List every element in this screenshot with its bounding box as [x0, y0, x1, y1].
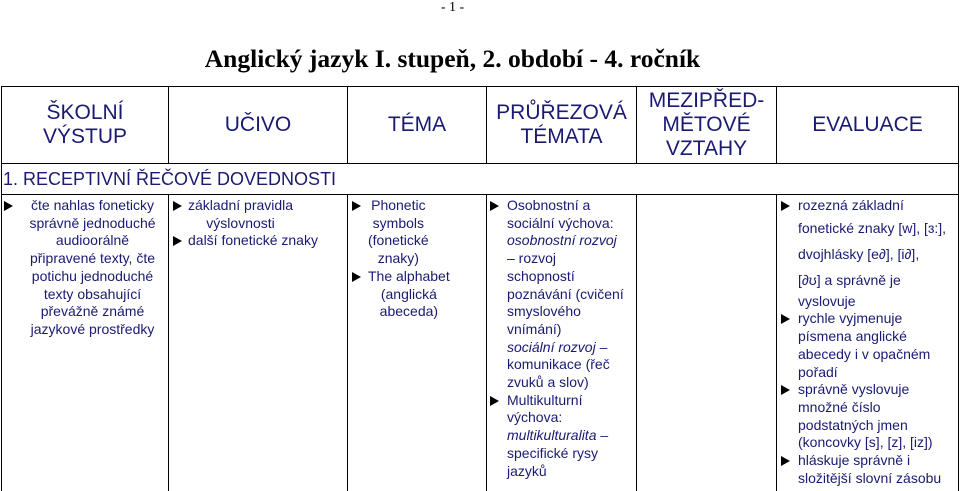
- bullet-item-text: [507, 392, 608, 481]
- cell-mezipredmetove-vztahy: [636, 194, 777, 491]
- header-skolni-vystup: [1, 86, 169, 164]
- text-line: výchova:: [507, 409, 563, 426]
- text-line: připravené texty, čte: [29, 250, 156, 267]
- bullet-item: [173, 197, 347, 232]
- cell-evaluace: [776, 194, 959, 491]
- text-line: vnímání): [507, 320, 562, 337]
- header-line: UČIVO: [224, 113, 292, 136]
- text-line: osobnostní rozvoj: [507, 232, 617, 249]
- bullet-item-text: [507, 197, 624, 392]
- header-line: VÝSTUP: [42, 125, 128, 148]
- text-line: Multikulturní: [507, 391, 583, 408]
- text-line: [∂ʊ] a správně je: [798, 271, 901, 288]
- bullet-item-text: [368, 197, 429, 268]
- text-line: rozezná základní: [798, 197, 904, 213]
- bullet-item-text: [798, 452, 941, 487]
- triangle-bullet-icon: [781, 201, 790, 211]
- text-line: složitější slovní zásobu: [798, 469, 942, 486]
- cell-tema: [347, 194, 487, 491]
- bullet-item-text: [798, 310, 930, 381]
- text-line: hláskuje správně i: [798, 452, 911, 469]
- bullet-item-text: [798, 381, 933, 452]
- bullet-item: [173, 232, 347, 250]
- text-line: sociální rozvoj –: [507, 338, 608, 355]
- bullet-item: [781, 310, 958, 381]
- header-evaluace: [776, 86, 959, 164]
- bullet-item: [781, 197, 958, 310]
- bullet-item: [490, 197, 636, 392]
- text-line: komunikace (řeč: [507, 356, 610, 373]
- text-line: Phonetic: [371, 197, 426, 213]
- text-line: (fonetické: [368, 232, 429, 249]
- triangle-bullet-icon: [4, 201, 13, 211]
- header-tema: [347, 86, 487, 164]
- header-line: EVALUACE: [812, 113, 923, 136]
- header-ucivo: [168, 86, 348, 164]
- text-line: specifické rysy: [507, 444, 599, 461]
- bullet-item: [352, 197, 486, 268]
- text-line: čte nahlas foneticky: [31, 197, 154, 213]
- bullet-item: [490, 392, 636, 481]
- text-line: The alphabet: [368, 267, 450, 284]
- header-prurezova-temata: [486, 86, 637, 164]
- header-line: PRŮŘEZOVÁ: [496, 101, 627, 124]
- text-line: dvojhlásky [e∂], [i∂],: [798, 245, 920, 262]
- text-line: znaky): [377, 250, 419, 267]
- bullet-item: [781, 381, 958, 452]
- header-line: MĚTOVÉ: [662, 113, 751, 136]
- cell-ucivo: [168, 194, 348, 491]
- page-number: - 1 -: [440, 0, 465, 15]
- bullet-item: [4, 197, 165, 339]
- section-heading: 1. RECEPTIVNÍ ŘEČOVÉ DOVEDNOSTI: [1, 163, 959, 195]
- text-line: rychle vyjmenuje: [798, 310, 903, 327]
- text-line: sociální výchova:: [507, 214, 614, 231]
- triangle-bullet-icon: [490, 201, 499, 211]
- text-line: množné číslo: [798, 398, 881, 415]
- bullet-item-text: [20, 197, 165, 339]
- bullet-item-text: [798, 197, 946, 310]
- text-line: jazyků: [507, 462, 547, 479]
- header-line: TÉMATA: [520, 125, 603, 148]
- text-line: multikulturalita –: [507, 427, 609, 444]
- text-line: správně vyslovuje: [798, 381, 910, 398]
- text-line: potichu jednoduché: [31, 267, 154, 284]
- text-line: pořadí: [798, 363, 838, 380]
- text-line: smyslového: [507, 303, 581, 320]
- text-line: (anglická: [380, 285, 437, 302]
- text-line: schopností: [507, 267, 575, 284]
- text-line: symbols: [372, 214, 425, 231]
- triangle-bullet-icon: [781, 385, 790, 395]
- bullet-item: [352, 268, 486, 321]
- text-line: – rozvoj: [507, 250, 557, 267]
- header-line: TÉMA: [387, 113, 447, 136]
- text-line: výslovnosti: [206, 214, 275, 231]
- text-line: zvuků a slov): [507, 374, 589, 391]
- text-line: audioorálně: [55, 232, 130, 249]
- text-line: abeceda): [379, 303, 439, 320]
- cell-skolni-vystup: [1, 194, 169, 491]
- triangle-bullet-icon: [352, 201, 361, 211]
- header-line: ŠKOLNÍ: [46, 101, 124, 124]
- header-line: VZTAHY: [665, 137, 748, 160]
- triangle-bullet-icon: [781, 456, 790, 466]
- cell-prurezova-temata: [486, 194, 637, 491]
- text-line: jazykové prostředky: [30, 320, 155, 337]
- text-line: další fonetické znaky: [188, 232, 318, 249]
- triangle-bullet-icon: [352, 272, 361, 282]
- triangle-bullet-icon: [173, 236, 182, 246]
- triangle-bullet-icon: [490, 396, 499, 406]
- text-line: základní pravidla: [188, 197, 294, 213]
- triangle-bullet-icon: [781, 314, 790, 324]
- text-line: Osobnostní a: [507, 197, 591, 213]
- text-line: vyslovuje: [798, 292, 856, 309]
- text-line: písmena anglické: [798, 328, 907, 345]
- bullet-item-text: [368, 268, 450, 321]
- bullet-item-text: [188, 197, 293, 232]
- bullet-item-text: [188, 232, 318, 250]
- text-line: abecedy i v opačném: [798, 345, 931, 362]
- text-line: texty obsahující: [43, 285, 142, 302]
- page-title: Anglický jazyk I. stupeň, 2. období - 4. ročník: [204, 44, 701, 73]
- header-mezipredmetove-vztahy: [636, 86, 777, 164]
- text-line: poznávání (cvičení: [507, 285, 624, 302]
- text-line: (koncovky [s], [z], [iz]): [798, 434, 933, 451]
- text-line: podstatných jmen: [798, 416, 908, 433]
- triangle-bullet-icon: [173, 201, 182, 211]
- header-line: MEZIPŘED-: [648, 89, 765, 112]
- bullet-item: [781, 452, 958, 487]
- text-line: převážně známé: [40, 303, 145, 320]
- text-line: fonetické znaky [w], [ɜ:],: [798, 219, 947, 236]
- text-line: správně jednoduché: [29, 214, 156, 231]
